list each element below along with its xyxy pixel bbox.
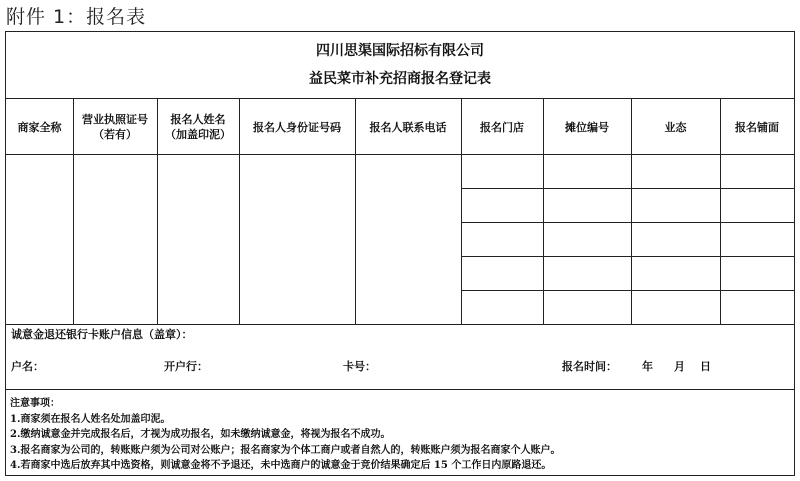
column-header-line: （若有） [93,128,137,141]
divider [6,324,794,325]
column-header-line: 报名人联系电话 [369,120,447,134]
column-header-line: 报名人姓名 [170,113,226,126]
bank-name-label: 开户行： [164,360,208,373]
divider [461,256,794,257]
attachment-label: 附件 1：报名表 [6,6,147,28]
note-item: 4.若商家中选后放弃其中选资格，则诚意金将不予退还，未中选商户的诚意金于竞价结果确定后 15 个工作日内原路退还。 [10,460,552,471]
account-name-label: 户名： [11,360,44,373]
column-header-line: 商家全称 [17,120,62,134]
registration-date-label: 报名时间： [562,360,617,373]
column-header-shop [720,99,794,155]
column-header-merchant-name [6,99,73,155]
date-month: 月 [674,360,685,373]
company-name: 四川思渠国际招标有限公司 [316,43,484,59]
column-header-line: 报名人身份证号码 [253,120,341,134]
form-title: 益民菜市补充招商报名登记表 [309,71,491,87]
note-item: 1.商家须在报名人姓名处加盖印泥。 [10,413,171,425]
note-item: 2.缴纳诚意金并完成报名后，才视为成功报名，如未缴纳诚意金，将视为报名不成功。 [10,429,391,440]
divider [461,188,794,189]
note-item: 3.报名商家为公司的，转账账户须为公司对公账户；报名商家为个体工商户或者自然人的，转账账户须为报名商家个人账户。 [10,444,561,456]
column-header-line: 报名铺面 [735,120,779,134]
column-header-phone [355,99,461,155]
card-number-label: 卡号： [343,360,376,373]
column-header-applicant-name [157,99,239,155]
registration-form [5,31,795,476]
column-header-line: （加盖印泥） [165,128,231,141]
bank-info-heading: 诚意金退还银行卡账户信息（盖章）： [11,328,193,341]
divider [6,389,794,390]
column-header-line: 业态 [664,120,687,134]
column-header-line: 摊位编号 [565,120,609,134]
column-header-line: 营业执照证号 [82,113,148,126]
notes-section [10,396,560,474]
date-day: 日 [700,360,711,373]
column-header-stall-no [543,99,631,155]
column-header-store [461,99,543,155]
date-year: 年 [642,360,653,373]
column-header-id-number [239,99,355,155]
notes-heading: 注意事项： [10,398,60,409]
divider [461,222,794,223]
column-header-business-type [631,99,720,155]
divider [461,290,794,291]
column-header-line: 报名门店 [480,120,524,134]
column-header-license-no [73,99,157,155]
